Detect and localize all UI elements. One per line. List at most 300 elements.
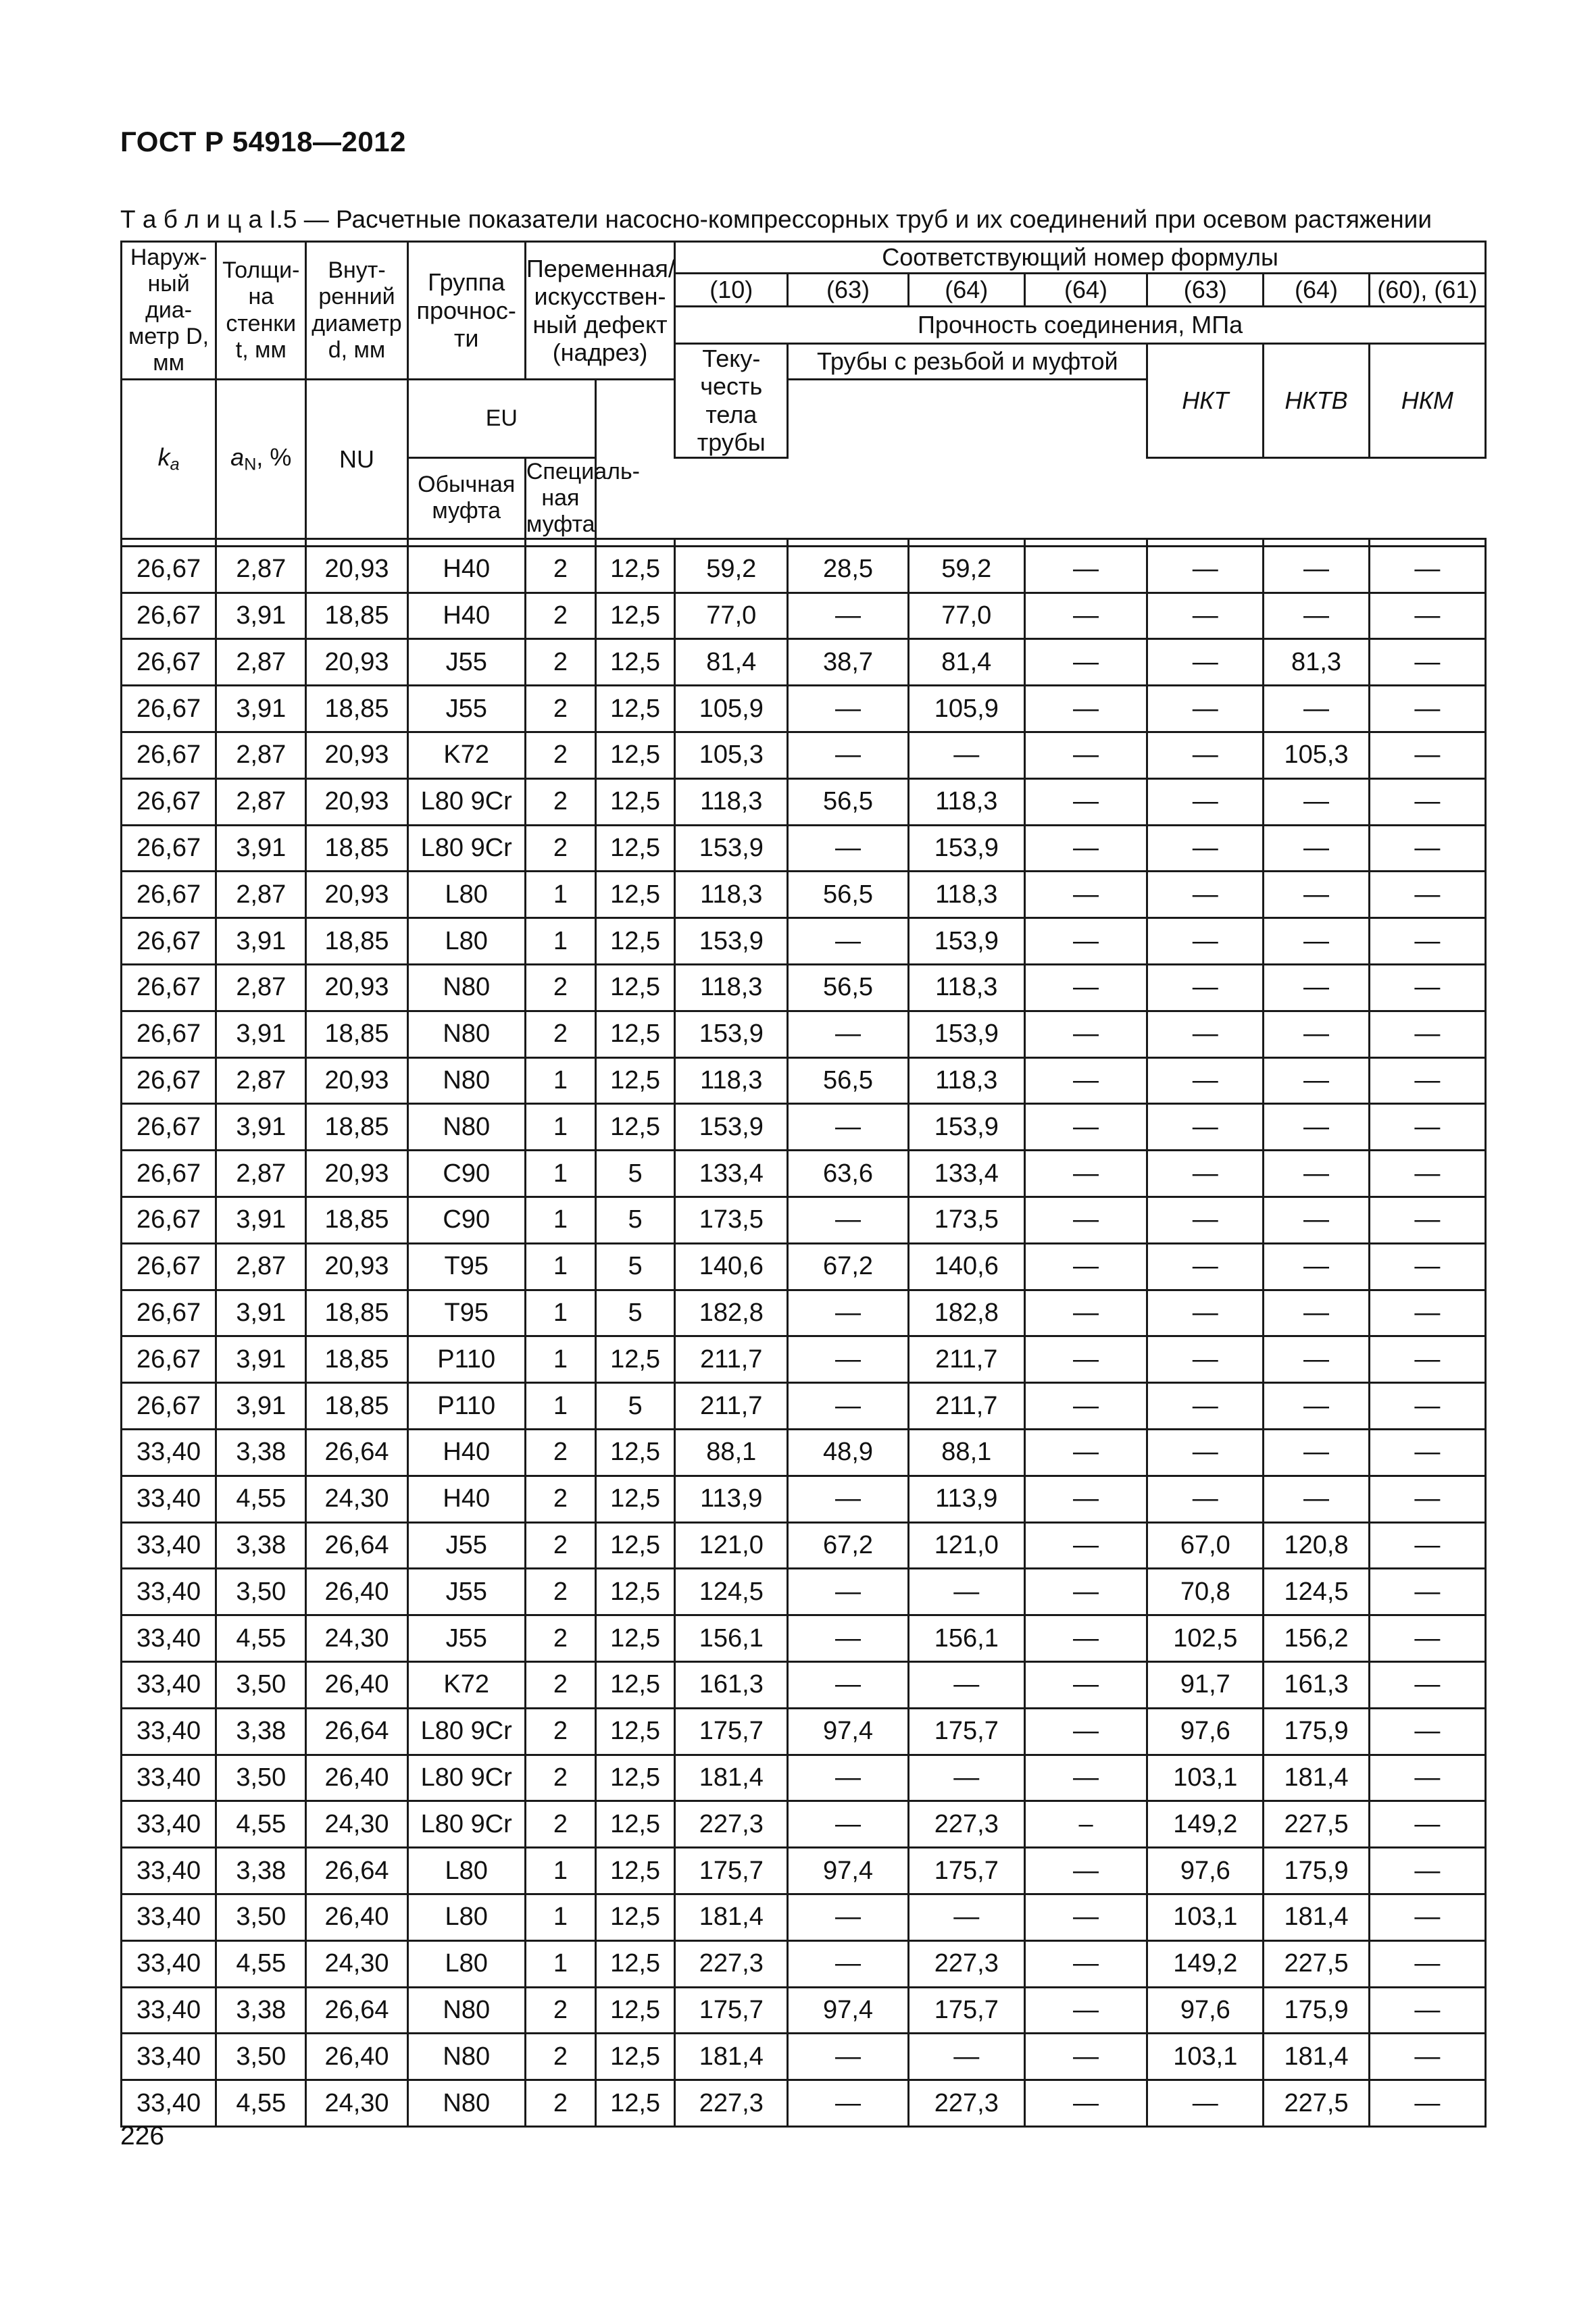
formula-number: (60), (61): [1369, 274, 1485, 307]
table-cell: 2: [525, 1011, 595, 1057]
table-cell: 12,5: [596, 1708, 675, 1755]
table-cell: 12,5: [596, 1057, 675, 1104]
table-cell: 156,2: [1264, 1615, 1369, 1662]
table-cell: 1: [525, 1940, 595, 1987]
table-cell: 153,9: [908, 1011, 1024, 1057]
table-cell: J55: [407, 639, 525, 686]
table-cell: 12,5: [596, 1940, 675, 1987]
table-cell: —: [788, 1661, 908, 1708]
table-cell: 24,30: [306, 1801, 407, 1848]
table-cell: —: [1369, 1755, 1485, 1801]
table-cell: 2: [525, 1755, 595, 1801]
table-cell: 118,3: [908, 872, 1024, 918]
table-cell: —: [1024, 593, 1147, 639]
table-cell: 2: [525, 1476, 595, 1522]
table-cell: L80 9Cr: [407, 1755, 525, 1801]
table-row: [122, 918, 1486, 965]
table-cell: 102,5: [1147, 1615, 1264, 1662]
table-cell: J55: [407, 1522, 525, 1569]
table-cell: 175,7: [675, 1848, 788, 1894]
table-caption: Т а б л и ц а I.5 — Расчетные показатели насосно-компрессорных труб и их соединений при осевом растяжении: [120, 205, 1432, 233]
table-cell: —: [1369, 1801, 1485, 1848]
table-cell: 12,5: [596, 1336, 675, 1383]
table-cell: N80: [407, 1987, 525, 2034]
table-cell: J55: [407, 686, 525, 732]
table-cell: 81,4: [908, 639, 1024, 686]
table-cell: 26,67: [122, 965, 216, 1011]
table-cell: 33,40: [122, 1615, 216, 1662]
table-cell: H40: [407, 593, 525, 639]
table-cell: 26,64: [306, 1522, 407, 1569]
table-row: [122, 593, 1486, 639]
table-cell: 227,3: [675, 1940, 788, 1987]
table-cell: —: [1024, 918, 1147, 965]
table-cell: —: [1024, 1522, 1147, 1569]
table-cell: 20,93: [306, 1057, 407, 1104]
table-row: [122, 2034, 1486, 2080]
table-cell: 2: [525, 2034, 595, 2080]
table-cell: 81,3: [1264, 639, 1369, 686]
table-cell: 181,4: [1264, 1894, 1369, 1940]
table-cell: 2: [525, 1661, 595, 1708]
table-cell: 20,93: [306, 1243, 407, 1290]
table-cell: 18,85: [306, 686, 407, 732]
table-cell: —: [908, 1569, 1024, 1615]
header-outer-diameter: Наруж- ный диа- метр D, мм: [122, 242, 216, 380]
table-cell: 2,87: [216, 732, 306, 779]
table-cell: —: [1024, 1569, 1147, 1615]
table-cell: 26,67: [122, 593, 216, 639]
table-cell: 161,3: [675, 1661, 788, 1708]
table-cell: 227,3: [675, 1801, 788, 1848]
table-cell: 103,1: [1147, 1894, 1264, 1940]
table-cell: 140,6: [675, 1243, 788, 1290]
table-cell: 175,7: [908, 1987, 1024, 2034]
table-row: [122, 639, 1486, 686]
table-cell: K72: [407, 1661, 525, 1708]
table-cell: 4,55: [216, 1615, 306, 1662]
table-cell: —: [1024, 1894, 1147, 1940]
table-cell: —: [1024, 1615, 1147, 1662]
table-cell: —: [788, 1336, 908, 1383]
table-cell: —: [788, 593, 908, 639]
table-cell: —: [1369, 1940, 1485, 1987]
table-cell: —: [1264, 1151, 1369, 1197]
table-cell: 26,64: [306, 1987, 407, 2034]
table-cell: 2: [525, 732, 595, 779]
table-cell: —: [788, 686, 908, 732]
table-cell: 2,87: [216, 1243, 306, 1290]
table-cell: 12,5: [596, 1987, 675, 2034]
table-cell: —: [1024, 2034, 1147, 2080]
table-cell: —: [1369, 593, 1485, 639]
table-cell: —: [1147, 965, 1264, 1011]
table-cell: 12,5: [596, 1011, 675, 1057]
table-cell: 1: [525, 1848, 595, 1894]
table-cell: 26,67: [122, 1151, 216, 1197]
table-cell: 5: [596, 1151, 675, 1197]
table-cell: 2,87: [216, 1057, 306, 1104]
table-cell: —: [1369, 1894, 1485, 1940]
table-cell: —: [1024, 872, 1147, 918]
table-cell: —: [788, 825, 908, 872]
table-cell: 105,3: [675, 732, 788, 779]
table-cell: 12,5: [596, 1661, 675, 1708]
table-cell: L80 9Cr: [407, 1708, 525, 1755]
table-cell: 26,40: [306, 1755, 407, 1801]
header-wall-thickness: Толщи- на стенки t, мм: [216, 242, 306, 380]
table-cell: N80: [407, 1104, 525, 1151]
table-cell: 33,40: [122, 2034, 216, 2080]
table-cell: —: [908, 1661, 1024, 1708]
table-row: [122, 686, 1486, 732]
table-cell: 12,5: [596, 1848, 675, 1894]
table-cell: —: [1147, 1243, 1264, 1290]
table-cell: —: [788, 1011, 908, 1057]
header-defect: Переменная/ искусствен- ный дефект (надрез): [525, 242, 674, 380]
table-cell: 18,85: [306, 593, 407, 639]
table-row: [122, 1104, 1486, 1151]
table-cell: 26,64: [306, 1429, 407, 1476]
table-cell: 12,5: [596, 1801, 675, 1848]
table-cell: —: [1369, 1197, 1485, 1244]
table-cell: 56,5: [788, 1057, 908, 1104]
table-cell: —: [1024, 1383, 1147, 1430]
table-cell: 1: [525, 1057, 595, 1104]
table-cell: —: [908, 1894, 1024, 1940]
table-cell: 1: [525, 918, 595, 965]
table-cell: 12,5: [596, 872, 675, 918]
table-cell: 18,85: [306, 1197, 407, 1244]
table-cell: 181,4: [1264, 2034, 1369, 2080]
table-cell: 12,5: [596, 1429, 675, 1476]
table-cell: 2,87: [216, 639, 306, 686]
table-cell: 33,40: [122, 1476, 216, 1522]
table-cell: —: [1369, 1615, 1485, 1662]
table-cell: 59,2: [675, 546, 788, 593]
table-row: [122, 546, 1486, 593]
header-nktv: НКТВ: [1264, 344, 1369, 458]
header-threaded-coupled: Трубы с резьбой и муфтой: [788, 344, 1147, 380]
table-cell: —: [1264, 1336, 1369, 1383]
table-cell: 153,9: [908, 918, 1024, 965]
table-cell: —: [788, 1290, 908, 1336]
table-cell: 26,67: [122, 825, 216, 872]
table-cell: 97,6: [1147, 1708, 1264, 1755]
table-row: [122, 1290, 1486, 1336]
table-cell: 118,3: [908, 778, 1024, 825]
table-cell: —: [1147, 1151, 1264, 1197]
table-cell: 140,6: [908, 1243, 1024, 1290]
table-cell: —: [788, 1476, 908, 1522]
table-cell: L80 9Cr: [407, 1801, 525, 1848]
formula-number: (10): [675, 274, 788, 307]
table-cell: 18,85: [306, 1336, 407, 1383]
table-cell: —: [1024, 1755, 1147, 1801]
table-cell: 3,38: [216, 1522, 306, 1569]
table-cell: 97,6: [1147, 1848, 1264, 1894]
table-cell: —: [1369, 1011, 1485, 1057]
table-cell: 175,7: [675, 1708, 788, 1755]
table-cell: 118,3: [675, 1057, 788, 1104]
table-cell: —: [788, 2080, 908, 2127]
table-cell: 113,9: [908, 1476, 1024, 1522]
table-cell: 33,40: [122, 2080, 216, 2127]
table-cell: —: [1024, 1011, 1147, 1057]
table-cell: 2: [525, 778, 595, 825]
header-nkm: НКМ: [1369, 344, 1485, 458]
table-cell: 211,7: [675, 1336, 788, 1383]
table-cell: 12,5: [596, 2080, 675, 2127]
table-cell: —: [1024, 1151, 1147, 1197]
table-cell: —: [1147, 778, 1264, 825]
table-cell: 2: [525, 546, 595, 593]
table-cell: 56,5: [788, 872, 908, 918]
table-cell: 26,67: [122, 1336, 216, 1383]
table-row: [122, 1848, 1486, 1894]
table-cell: 12,5: [596, 1894, 675, 1940]
table-cell: —: [1024, 1197, 1147, 1244]
formula-number: (63): [1147, 274, 1264, 307]
table-cell: P110: [407, 1336, 525, 1383]
table-cell: —: [1024, 1290, 1147, 1336]
table-row: [122, 825, 1486, 872]
table-row: [122, 1661, 1486, 1708]
table-row: [122, 1429, 1486, 1476]
table-cell: —: [788, 1801, 908, 1848]
table-cell: —: [1264, 1476, 1369, 1522]
table-cell: —: [1369, 1151, 1485, 1197]
table-cell: 26,67: [122, 1197, 216, 1244]
table-cell: —: [1147, 1383, 1264, 1430]
table-cell: 3,91: [216, 686, 306, 732]
table-cell: 12,5: [596, 546, 675, 593]
table-cell: 26,67: [122, 872, 216, 918]
table-cell: 124,5: [1264, 1569, 1369, 1615]
table-cell: —: [1369, 1476, 1485, 1522]
header-nkt: НКТ: [1147, 344, 1264, 458]
table-row: [122, 965, 1486, 1011]
table-cell: 26,67: [122, 546, 216, 593]
table-cell: —: [1369, 872, 1485, 918]
formula-number: (64): [1024, 274, 1147, 307]
table-cell: —: [1147, 872, 1264, 918]
table-cell: 33,40: [122, 1522, 216, 1569]
table-cell: 4,55: [216, 1801, 306, 1848]
formula-number: (63): [788, 274, 908, 307]
table-cell: 26,40: [306, 1569, 407, 1615]
table-cell: —: [1024, 1661, 1147, 1708]
table-cell: 26,67: [122, 1104, 216, 1151]
table-cell: 26,67: [122, 686, 216, 732]
header-an: $a_N$, %: [216, 380, 306, 539]
table-cell: 70,8: [1147, 1569, 1264, 1615]
table-cell: 227,5: [1264, 1940, 1369, 1987]
table-cell: 77,0: [908, 593, 1024, 639]
table-cell: —: [1369, 1243, 1485, 1290]
table-cell: 28,5: [788, 546, 908, 593]
table-cell: 3,91: [216, 1104, 306, 1151]
table-cell: C90: [407, 1197, 525, 1244]
table-cell: 63,6: [788, 1151, 908, 1197]
table-cell: 133,4: [675, 1151, 788, 1197]
table-cell: N80: [407, 965, 525, 1011]
table-cell: —: [1264, 1011, 1369, 1057]
table-cell: 120,8: [1264, 1522, 1369, 1569]
table-row: [122, 1057, 1486, 1104]
table-cell: 59,2: [908, 546, 1024, 593]
table-cell: —: [1147, 1011, 1264, 1057]
table-cell: —: [1264, 918, 1369, 965]
table-cell: —: [1369, 546, 1485, 593]
table-cell: 113,9: [675, 1476, 788, 1522]
table-cell: 33,40: [122, 1987, 216, 2034]
table-row: [122, 1801, 1486, 1848]
table-cell: 97,4: [788, 1708, 908, 1755]
table-cell: —: [1024, 1243, 1147, 1290]
table-cell: J55: [407, 1569, 525, 1615]
table-cell: —: [1147, 2080, 1264, 2127]
table-cell: —: [788, 1383, 908, 1430]
table-row: [122, 2080, 1486, 2127]
table-cell: L80: [407, 1848, 525, 1894]
table-cell: —: [788, 1615, 908, 1662]
table-cell: 227,3: [908, 1940, 1024, 1987]
header-ka: $k_a$: [122, 380, 216, 539]
table-cell: 12,5: [596, 825, 675, 872]
table-cell: —: [1024, 546, 1147, 593]
table-cell: —: [1024, 1848, 1147, 1894]
table-cell: —: [1024, 778, 1147, 825]
table-cell: 2: [525, 965, 595, 1011]
table-cell: 175,9: [1264, 1987, 1369, 2034]
table-cell: —: [1264, 593, 1369, 639]
table-cell: 12,5: [596, 1522, 675, 1569]
table-cell: 1: [525, 872, 595, 918]
table-cell: 1: [525, 1151, 595, 1197]
table-cell: 153,9: [908, 1104, 1024, 1151]
table-cell: 2: [525, 825, 595, 872]
table-cell: 103,1: [1147, 1755, 1264, 1801]
table-cell: —: [1369, 1429, 1485, 1476]
table-cell: 3,91: [216, 918, 306, 965]
table-head: [122, 242, 1486, 547]
table-cell: —: [1264, 546, 1369, 593]
table-cell: 2: [525, 593, 595, 639]
table-cell: 175,9: [1264, 1708, 1369, 1755]
table-cell: K72: [407, 732, 525, 779]
table-cell: 18,85: [306, 1383, 407, 1430]
table-cell: 20,93: [306, 872, 407, 918]
table-cell: —: [1369, 778, 1485, 825]
table-cell: 105,3: [1264, 732, 1369, 779]
table-cell: —: [1369, 1708, 1485, 1755]
table-row: [122, 1522, 1486, 1569]
table-cell: —: [788, 2034, 908, 2080]
table-cell: —: [1024, 732, 1147, 779]
table-cell: N80: [407, 2080, 525, 2127]
header-strength-group: Группа прочнос- ти: [407, 242, 525, 380]
table-cell: —: [1024, 639, 1147, 686]
table-cell: 121,0: [675, 1522, 788, 1569]
table-cell: 12,5: [596, 918, 675, 965]
table-cell: T95: [407, 1243, 525, 1290]
table-cell: 26,67: [122, 1011, 216, 1057]
table-cell: 1: [525, 1104, 595, 1151]
table-cell: 181,4: [675, 1894, 788, 1940]
table-cell: 1: [525, 1243, 595, 1290]
table-cell: P110: [407, 1383, 525, 1430]
header-eu: EU: [407, 380, 595, 458]
table-cell: —: [1024, 686, 1147, 732]
table-cell: 149,2: [1147, 1801, 1264, 1848]
table-cell: 153,9: [908, 825, 1024, 872]
table-cell: 24,30: [306, 1940, 407, 1987]
table-cell: 20,93: [306, 1151, 407, 1197]
table-cell: 24,30: [306, 2080, 407, 2127]
table-cell: 20,93: [306, 965, 407, 1011]
table-cell: —: [1147, 1057, 1264, 1104]
table-cell: 227,5: [1264, 2080, 1369, 2127]
table-cell: 12,5: [596, 778, 675, 825]
table-cell: —: [1264, 1383, 1369, 1430]
table-cell: 88,1: [908, 1429, 1024, 1476]
table-cell: 3,91: [216, 825, 306, 872]
table-cell: —: [1024, 1429, 1147, 1476]
table-cell: 2: [525, 1429, 595, 1476]
table-cell: 2: [525, 686, 595, 732]
table-cell: 33,40: [122, 1661, 216, 1708]
table-cell: 156,1: [908, 1615, 1024, 1662]
table-cell: —: [908, 2034, 1024, 2080]
table-row: [122, 778, 1486, 825]
table-row: [122, 872, 1486, 918]
table-cell: 3,91: [216, 1336, 306, 1383]
table-cell: —: [1147, 686, 1264, 732]
table-cell: —: [1264, 965, 1369, 1011]
table-cell: 26,40: [306, 2034, 407, 2080]
table-cell: 2: [525, 1522, 595, 1569]
table-cell: 20,93: [306, 778, 407, 825]
table-cell: 3,38: [216, 1987, 306, 2034]
table-cell: 2: [525, 1708, 595, 1755]
table-cell: 211,7: [675, 1383, 788, 1430]
table-row: [122, 1383, 1486, 1430]
table-cell: 12,5: [596, 1755, 675, 1801]
table-cell: 2,87: [216, 546, 306, 593]
table-cell: 12,5: [596, 1569, 675, 1615]
table-cell: —: [908, 732, 1024, 779]
table-cell: 5: [596, 1383, 675, 1430]
table-cell: —: [1147, 1290, 1264, 1336]
table-cell: —: [1369, 1522, 1485, 1569]
table-cell: 227,3: [908, 1801, 1024, 1848]
table-cell: —: [1264, 1104, 1369, 1151]
table-cell: 175,7: [908, 1848, 1024, 1894]
table-cell: 26,67: [122, 1290, 216, 1336]
header-regular-coupling: Обычная муфта: [407, 457, 525, 538]
table-cell: 97,4: [788, 1848, 908, 1894]
table-cell: 20,93: [306, 732, 407, 779]
table-cell: 26,64: [306, 1848, 407, 1894]
table-cell: N80: [407, 1011, 525, 1057]
table-cell: 121,0: [908, 1522, 1024, 1569]
document-header: ГОСТ Р 54918—2012: [120, 126, 406, 157]
table-cell: —: [1024, 1987, 1147, 2034]
table-cell: 33,40: [122, 1429, 216, 1476]
table-cell: 67,2: [788, 1243, 908, 1290]
table-cell: 12,5: [596, 1615, 675, 1662]
